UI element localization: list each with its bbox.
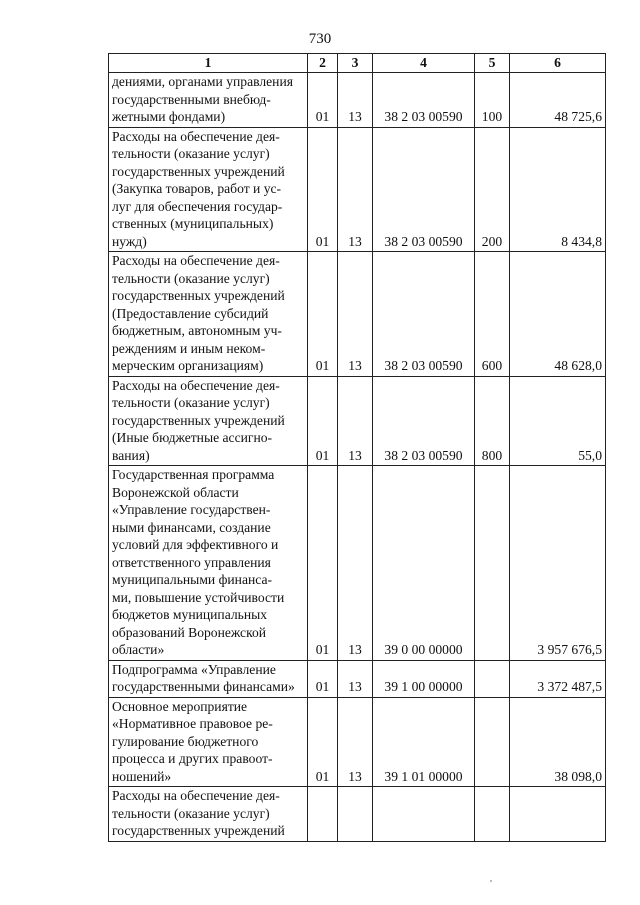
amount-value [510, 787, 606, 842]
section-code: 01 [308, 73, 338, 128]
description-line: ми, повышение устойчивости [112, 589, 285, 605]
column-header-expense-type: 5 [475, 54, 510, 73]
description-line: государственными внебюд- [112, 91, 271, 107]
subsection-code: 13 [338, 73, 373, 128]
description-line: условий для эффективного и [112, 537, 279, 552]
amount-value: 3 372 487,5 [510, 660, 606, 697]
row-description [109, 73, 308, 128]
row-description [109, 697, 308, 787]
section-code: 01 [308, 466, 338, 661]
description-line: государственных учреждений [112, 823, 285, 838]
row-description [109, 660, 308, 697]
description-line: Основное мероприятие [112, 698, 248, 714]
amount-value: 48 628,0 [510, 252, 606, 377]
description-line: области» [112, 642, 165, 657]
description-line: государственными финансами» [112, 679, 295, 694]
description-line: образований Воронежской [112, 624, 267, 640]
amount-value: 48 725,6 [510, 73, 606, 128]
description-line: реждениям и иным неком- [112, 340, 266, 356]
table-row [109, 127, 606, 252]
expense-type-code [475, 466, 510, 661]
description-line: тельности (оказание услуг) [112, 805, 270, 821]
scan-speck [490, 880, 492, 882]
description-line: «Управление государствен- [112, 502, 271, 517]
description-line: муниципальными финанса- [112, 572, 273, 587]
table-row [109, 73, 606, 128]
section-code: 01 [308, 660, 338, 697]
description-line: процесса и других правоот- [112, 751, 273, 766]
expense-type-code: 200 [475, 127, 510, 252]
description-line: «Нормативное правовое ре- [112, 716, 273, 731]
table-header-row [109, 54, 606, 73]
description-line: дениями, органами управления [112, 74, 293, 89]
target-article-code [373, 787, 475, 842]
subsection-code: 13 [338, 466, 373, 661]
row-description [109, 787, 308, 842]
description-line: Воронежской области [112, 484, 239, 500]
description-line: ными финансами, создание [112, 519, 271, 535]
target-article-code: 38 2 03 00590 [373, 73, 475, 128]
description-line: мерческим организациям) [112, 358, 264, 373]
target-article-code: 38 2 03 00590 [373, 127, 475, 252]
column-header-subsection: 3 [338, 54, 373, 73]
description-line: тельности (оказание услуг) [112, 270, 270, 286]
section-code: 01 [308, 697, 338, 787]
description-line: государственных учреждений [112, 163, 285, 179]
description-line: (Закупка товаров, работ и ус- [112, 181, 282, 196]
subsection-code: 13 [338, 697, 373, 787]
target-article-code: 39 1 01 00000 [373, 697, 475, 787]
target-article-code: 39 1 00 00000 [373, 660, 475, 697]
target-article-code: 38 2 03 00590 [373, 252, 475, 377]
amount-value: 8 434,8 [510, 127, 606, 252]
section-code: 01 [308, 252, 338, 377]
description-line: вания) [112, 447, 150, 463]
description-line: тельности (оказание услуг) [112, 146, 270, 161]
table-row [109, 697, 606, 787]
column-header-description: 1 [109, 54, 308, 73]
description-line: Расходы на обеспечение дея- [112, 377, 280, 393]
subsection-code: 13 [338, 252, 373, 377]
description-line: бюджетов муниципальных [112, 607, 268, 622]
description-line: Расходы на обеспечение дея- [112, 128, 280, 144]
subsection-code: 13 [338, 376, 373, 466]
subsection-code: 13 [338, 660, 373, 697]
row-description [109, 466, 308, 661]
expense-type-code: 100 [475, 73, 510, 128]
description-line: государственных учреждений [112, 288, 285, 303]
description-line: гулирование бюджетного [112, 733, 259, 749]
amount-value: 3 957 676,5 [510, 466, 606, 661]
expense-type-code: 800 [475, 376, 510, 466]
budget-table [108, 53, 606, 842]
column-header-amount: 6 [510, 54, 606, 73]
table-row [109, 660, 606, 697]
section-code: 01 [308, 376, 338, 466]
description-line: (Предоставление субсидий [112, 305, 269, 321]
description-line: нужд) [112, 233, 147, 249]
target-article-code: 38 2 03 00590 [373, 376, 475, 466]
description-line: государственных учреждений [112, 412, 285, 428]
description-line: ответственного управления [112, 554, 271, 570]
table-row [109, 466, 606, 661]
expense-type-code [475, 660, 510, 697]
expense-type-code: 600 [475, 252, 510, 377]
description-line: ношений» [112, 768, 172, 784]
row-description [109, 376, 308, 466]
subsection-code [338, 787, 373, 842]
description-line: бюджетным, автономным уч- [112, 323, 282, 338]
description-line: луг для обеспечения государ- [112, 198, 283, 214]
description-line: Расходы на обеспечение дея- [112, 788, 280, 803]
section-code: 01 [308, 127, 338, 252]
row-description [109, 252, 308, 377]
target-article-code: 39 0 00 00000 [373, 466, 475, 661]
expense-type-code [475, 697, 510, 787]
amount-value: 38 098,0 [510, 697, 606, 787]
row-description [109, 127, 308, 252]
table-row [109, 252, 606, 377]
subsection-code: 13 [338, 127, 373, 252]
column-header-target-article: 4 [373, 54, 475, 73]
table-body [109, 73, 606, 842]
column-header-section: 2 [308, 54, 338, 73]
page-number: 730 [308, 31, 332, 47]
description-line: Расходы на обеспечение дея- [112, 253, 280, 268]
description-line: жетными фондами) [112, 109, 226, 124]
amount-value: 55,0 [510, 376, 606, 466]
table-row [109, 376, 606, 466]
expense-type-code [475, 787, 510, 842]
description-line: ственных (муниципальных) [112, 216, 274, 231]
description-line: Государственная программа [112, 467, 275, 482]
table-row [109, 787, 606, 842]
description-line: Подпрограмма «Управление [112, 661, 276, 677]
section-code [308, 787, 338, 842]
description-line: тельности (оказание услуг) [112, 395, 270, 410]
description-line: (Иные бюджетные ассигно- [112, 430, 273, 445]
